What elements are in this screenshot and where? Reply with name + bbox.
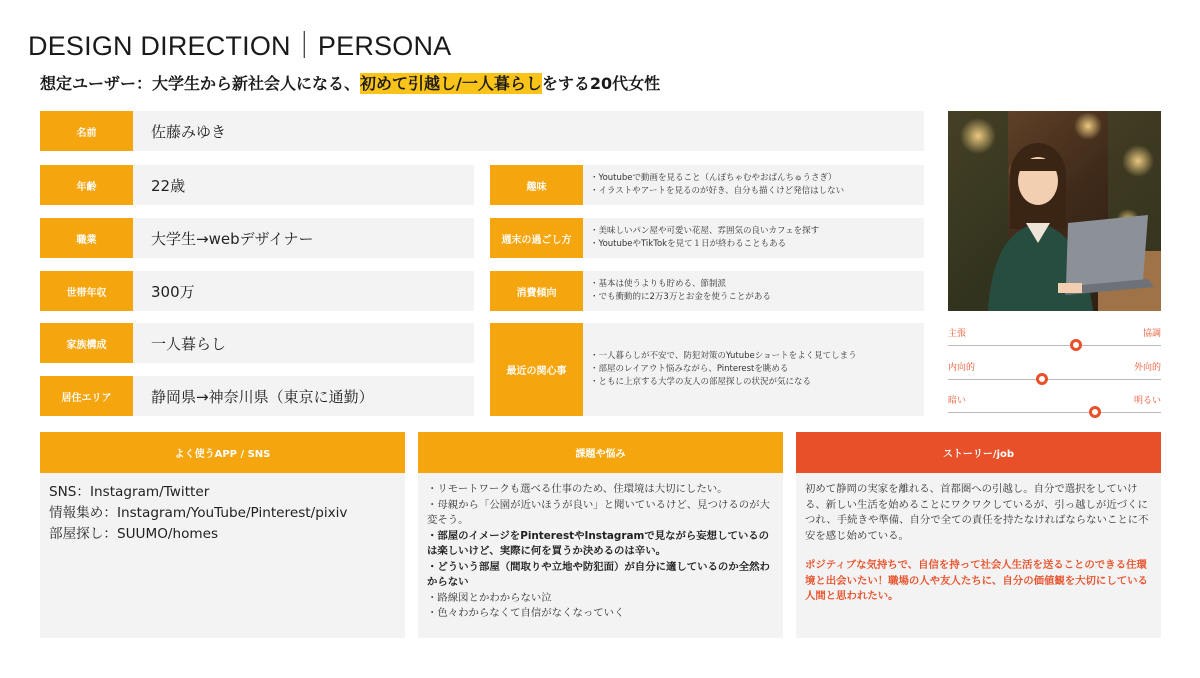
slider-track bbox=[948, 379, 1161, 380]
profile-label: 家族構成 bbox=[40, 323, 133, 363]
page-title: DESIGN DIRECTION｜PERSONA bbox=[28, 31, 452, 61]
slider-track bbox=[948, 345, 1161, 346]
profile-value: 22歳 bbox=[151, 176, 186, 195]
slider-knob bbox=[1070, 339, 1082, 351]
profile-row-area bbox=[40, 376, 474, 416]
habit-lines: ・基本は使うよりも貯める、節制派 ・でも衝動的に2万3万とお金を使うことがある bbox=[590, 279, 771, 302]
habit-row-spending bbox=[490, 271, 924, 311]
issues-header: 課題や悩み bbox=[418, 432, 783, 473]
profile-label: 世帯年収 bbox=[40, 271, 133, 311]
habit-label: 趣味 bbox=[490, 165, 583, 205]
issues-panel bbox=[418, 432, 783, 638]
profile-label: 居住エリア bbox=[40, 376, 133, 416]
slider-knob bbox=[1089, 406, 1101, 418]
apps-panel bbox=[40, 432, 405, 638]
habit-lines: ・Youtubeで動画を見ること（んぽちゃむやおぱんちゅうさぎ） ・イラストやアートを見るのが好き、自分も描くけど発信はしない bbox=[590, 173, 845, 196]
apps-header: よく使うAPP / SNS bbox=[40, 432, 405, 473]
habit-label: 最近の関心事 bbox=[490, 323, 583, 416]
profile-label: 職業 bbox=[40, 218, 133, 258]
profile-label: 年齢 bbox=[40, 165, 133, 205]
story-body: 初めて静岡の実家を離れる、首都圏への引越し。自分で選択をしていける、新しい生活を始めることにワクワクしているが、引っ越しが近づくにつれ、手続きや準備、自分で全ての責任を持たなければならないことに不安を感じ始めている。 ポジティブな気持ちで、自信を持って社会人生活を送ることのできる住環境と出会いたい！職場の人や友人たちに、自分の価値観を大切にしている人間と思われたい。 bbox=[805, 483, 1149, 602]
habit-row-concerns bbox=[490, 323, 924, 416]
trait-slider-bright: 暗い 明るい bbox=[948, 393, 1161, 417]
persona-subtitle bbox=[40, 71, 660, 94]
trait-slider-introvert: 内向的 外向的 bbox=[948, 360, 1161, 384]
habit-lines: ・美味しいパン屋や可愛い花屋、雰囲気の良いカフェを探す ・YoutubeやTikTokを見て１日が終わることもある bbox=[590, 226, 820, 249]
profile-row-age bbox=[40, 165, 474, 205]
habit-label: 週末の過ごし方 bbox=[490, 218, 583, 258]
trait-slider-assertive: 主張 協調 bbox=[948, 326, 1161, 350]
profile-row-job bbox=[40, 218, 474, 258]
profile-row-family bbox=[40, 323, 474, 363]
subtitle-prefix: 想定ユーザー：大学生から新社会人になる、 bbox=[40, 74, 361, 93]
story-header: ストーリー/job bbox=[796, 432, 1161, 473]
profile-label: 名前 bbox=[40, 111, 133, 151]
profile-row-name bbox=[40, 111, 924, 151]
persona-photo-illustration bbox=[948, 111, 1161, 311]
subtitle-suffix: をする20代女性 bbox=[541, 74, 661, 93]
apps-body: SNS：Instagram/Twitter 情報集め：Instagram/YouTube/Pinterest/pixiv 部屋探し：SUUMO/homes bbox=[49, 484, 348, 542]
profile-value: 静岡県→神奈川県（東京に通勤） bbox=[151, 387, 374, 406]
profile-value: 大学生→webデザイナー bbox=[151, 229, 314, 248]
subtitle-highlight: 初めて引越し/一人暮らし bbox=[360, 74, 542, 93]
slider-track bbox=[948, 412, 1161, 413]
habit-label: 消費傾向 bbox=[490, 271, 583, 311]
story-panel bbox=[796, 432, 1161, 638]
profile-value: 300万 bbox=[151, 282, 195, 301]
profile-value: 佐藤みゆき bbox=[151, 122, 227, 141]
slider-knob bbox=[1036, 373, 1048, 385]
profile-row-income bbox=[40, 271, 474, 311]
habit-row-hobby bbox=[490, 165, 924, 205]
persona-photo bbox=[948, 111, 1161, 311]
issues-body: ・リモートワークも選べる仕事のため、住環境は大切にしたい。 ・母親から「公園が近いほうが良い」と聞いているけど、見つけるのが大変そう。 ・部屋のイメージをPinterestやInstagramで見ながら妄想しているのは楽しいけど、実際に何を買うか決めるのは辛い。 ・どういう部屋（間取りや立地や防犯面）が自分に適しているのか全然わからない ・路線図とかわからない泣 ・色々わからなくて自信がなくなっていく bbox=[427, 483, 770, 619]
habit-lines: ・一人暮らしが不安で、防犯対策のYutubeショートをよく見てしまう ・部屋のレイアウト悩みながら、Pinterestを眺める ・ともに上京する大学の友人の部屋探しの状況が気になる bbox=[590, 351, 857, 387]
habit-row-weekend bbox=[490, 218, 924, 258]
profile-value: 一人暮らし bbox=[151, 334, 227, 353]
